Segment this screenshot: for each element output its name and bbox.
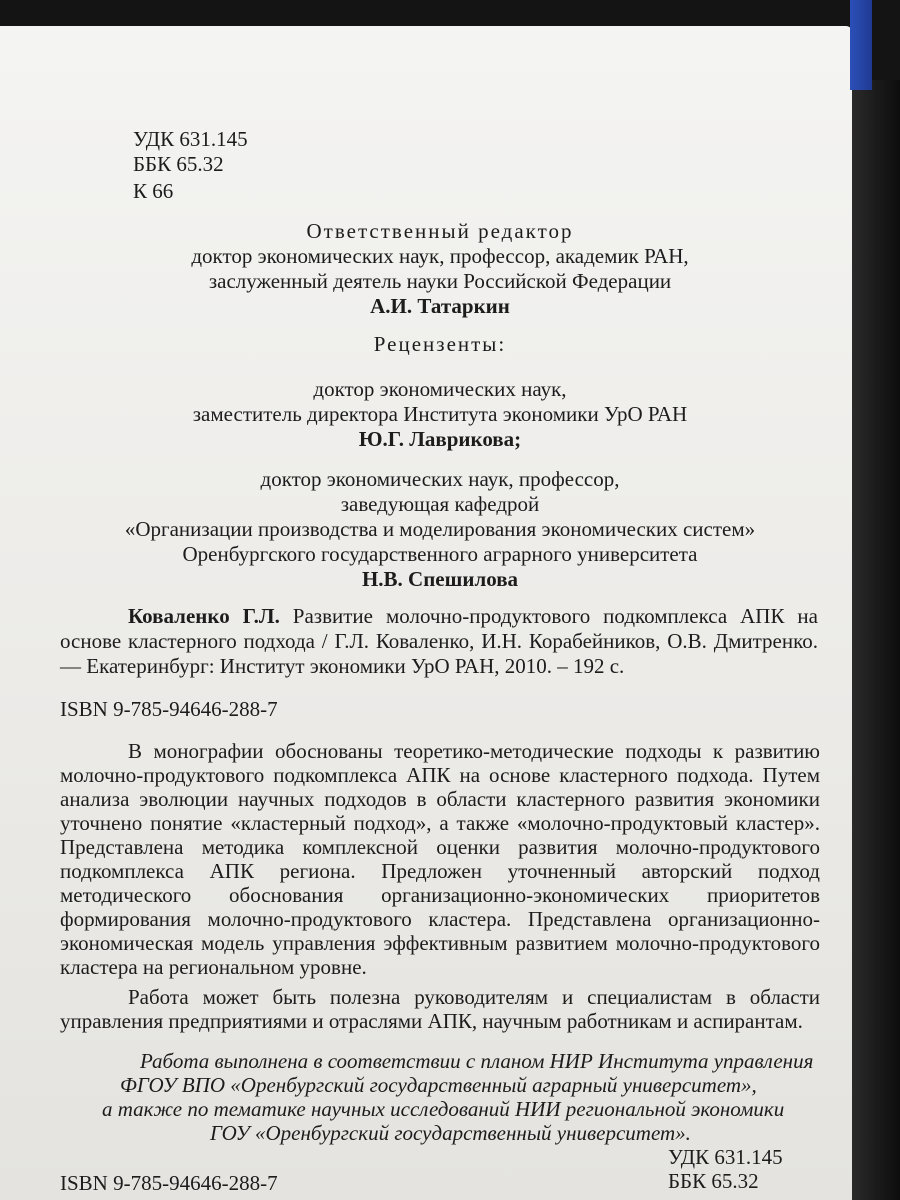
isbn-bottom: ISBN 9-785-94646-288-7 [60,1171,278,1195]
bbk-code: ББК 65.32 [133,152,224,176]
page-edge-shadow [852,80,900,1200]
usefulness-line: управления предприятиями и отраслями АПК, научным работникам и аспирантам. [60,1009,803,1033]
citation-line-1 [128,605,818,628]
note-line: Работа выполнена в соответствии с планом НИР Института управления [140,1049,814,1073]
editor-line: заслуженный деятель науки Российской Федерации [208,269,672,293]
abstract-line: методического обоснования организационно-экономических приоритетов [60,883,820,907]
reviewer1-line: заместитель директора Института экономики УрО РАН [192,402,688,426]
abstract-line: анализа эволюции научных подходов в области кластерного развития экономики [60,787,820,811]
udk-code-bottom: УДК 631.145 [668,1145,783,1169]
usefulness-line: Работа может быть полезна руководителям и специалистам в области [128,985,820,1009]
reviewer2-line: «Организации производства и моделирования экономических систем» [124,517,756,541]
reviewer1-name: Ю.Г. Лаврикова; [358,427,522,451]
citation-author: Коваленко Г.Л. [128,604,280,628]
reviewers-heading: Рецензенты: [373,332,507,356]
author-mark: К 66 [133,179,174,203]
note-line: ФГОУ ВПО «Оренбургский государственный аграрный университет», [120,1073,757,1097]
reviewer2-line: Оренбургского государственного аграрного университета [182,542,698,566]
blue-cover-edge [850,0,872,90]
bbk-code-bottom: ББК 65.32 [668,1169,759,1193]
citation-line-3: — Екатеринбург: Институт экономики УрО РАН, 2010. – 192 с. [60,654,625,678]
udk-code: УДК 631.145 [133,127,248,151]
citation-line-2: основе кластерного подхода / Г.Л. Коваленко, И.Н. Корабейников, О.В. Дмитренко. [60,629,818,653]
editor-name: А.И. Татаркин [370,294,510,318]
abstract-line: подкомплекса АПК региона. Предложен уточненный авторский подход [60,859,820,883]
note-line: а также по тематике научных исследований НИИ региональной экономики [102,1097,785,1121]
abstract-line: молочно-продуктового подкомплекса АПК на основе кластерного подхода. Путем [60,763,820,787]
abstract-line: В монографии обоснованы теоретико-методические подходы к развитию [128,739,820,763]
isbn: ISBN 9-785-94646-288-7 [60,697,278,721]
reviewer1-line: доктор экономических наук, [313,377,567,401]
reviewer2-line: заведующая кафедрой [340,492,540,516]
abstract-line: уточнено понятие «кластерный подход», а также «молочно-продуктовый кластер». [60,811,820,835]
abstract-line: кластера на региональном уровне. [60,955,367,979]
citation-title: Развитие молочно-продуктового подкомплекса АПК на [279,604,818,628]
note-line: ГОУ «Оренбургский государственный университет». [210,1121,691,1145]
editor-line: доктор экономических наук, профессор, академик РАН, [191,244,689,268]
reviewer2-line: доктор экономических наук, профессор, [260,467,620,491]
editor-heading: Ответственный редактор [306,219,574,243]
abstract-line: формирования молочно-продуктового кластера. Представлена организационно- [60,907,820,931]
abstract-line: экономическая модель управления эффективным развитием молочно-продуктового [60,931,820,955]
abstract-line: Представлена методика комплексной оценки развития молочно-продуктового [60,835,820,859]
reviewer2-name: Н.В. Спешилова [361,567,519,591]
